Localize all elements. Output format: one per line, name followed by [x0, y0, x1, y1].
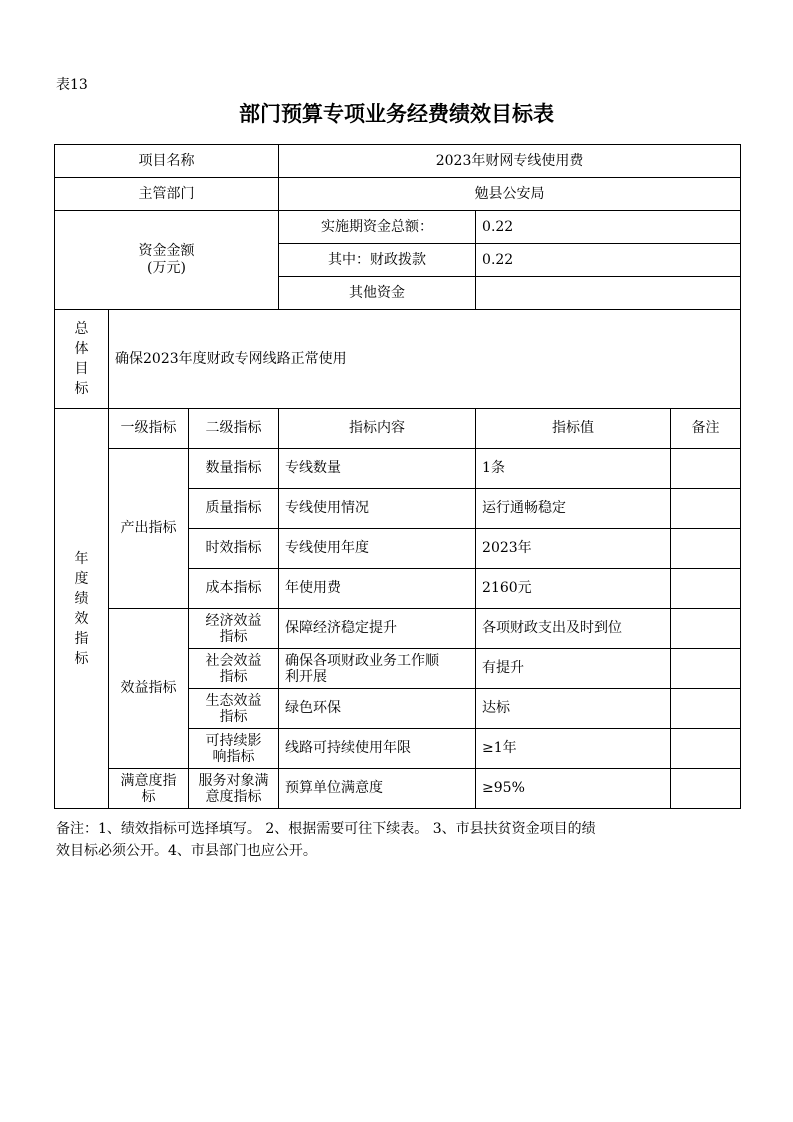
level2-cell: [189, 729, 279, 769]
value-cell: ≥95%: [476, 769, 671, 809]
benefit-indicator-label: 效益指标: [109, 609, 189, 769]
project-name-value: 2023年财网专线使用费: [279, 145, 741, 178]
header-level1: 一级指标: [109, 409, 189, 449]
note-cell: [671, 489, 741, 529]
funds-fiscal-label: 其中：财政拨款: [279, 244, 476, 277]
annual-indicator-label-char: 效: [74, 610, 89, 627]
content-line: 利开展: [285, 668, 328, 685]
annual-indicator-label-char: 指: [74, 630, 89, 647]
header-content: 指标内容: [279, 409, 476, 449]
value-cell: 运行通畅稳定: [476, 489, 671, 529]
level2-line: 指标: [219, 628, 248, 645]
funds-other-label: 其他资金: [279, 277, 476, 310]
overall-goal-label: [55, 310, 109, 409]
funds-label-line2: (万元): [147, 260, 186, 276]
content-cell: 保障经济稳定提升: [279, 609, 476, 649]
satisfaction-label-line: 满意度指: [120, 772, 177, 789]
level2-line: 社会效益: [205, 652, 262, 669]
funds-total-value: 0.22: [476, 211, 741, 244]
level2-line: 响指标: [212, 748, 255, 765]
level2-line: 生态效益: [205, 692, 262, 709]
footnote-line: 效目标必须公开。4、市县部门也应公开。: [56, 843, 317, 859]
footnote-line: 备注：1、绩效指标可选择填写。 2、根据需要可往下续表。 3、市县扶贫资金项目的绩: [56, 821, 596, 837]
value-cell: ≥1年: [476, 729, 671, 769]
note-cell: [671, 569, 741, 609]
department-row: [55, 178, 741, 211]
level2-cell: 成本指标: [189, 569, 279, 609]
level2-cell: [189, 649, 279, 689]
content-cell: 预算单位满意度: [279, 769, 476, 809]
value-cell: 2160元: [476, 569, 671, 609]
level2-cell: 数量指标: [189, 449, 279, 489]
value-cell: 各项财政支出及时到位: [476, 609, 671, 649]
level2-line: 指标: [219, 708, 248, 725]
value-cell: 达标: [476, 689, 671, 729]
note-cell: [671, 689, 741, 729]
header-note: 备注: [671, 409, 741, 449]
overall-goal-label-char: 总: [74, 321, 89, 337]
level2-line: 指标: [219, 668, 248, 685]
document-title: 部门预算专项业务经费绩效目标表: [239, 102, 554, 126]
note-cell: [671, 649, 741, 689]
satisfaction-label-line: 标: [141, 788, 156, 805]
header-value: 指标值: [476, 409, 671, 449]
level2-line: 服务对象满: [198, 772, 269, 789]
department-value: 勉县公安局: [279, 178, 741, 211]
content-cell: 绿色环保: [279, 689, 476, 729]
level2-cell: 质量指标: [189, 489, 279, 529]
level2-cell: [189, 689, 279, 729]
funds-total-label: 实施期资金总额：: [279, 211, 476, 244]
note-cell: [671, 449, 741, 489]
overall-goal-label-char: 体: [74, 341, 89, 357]
note-cell: [671, 729, 741, 769]
annual-indicator-label: [55, 409, 109, 809]
value-cell: 1条: [476, 449, 671, 489]
content-cell: 专线数量: [279, 449, 476, 489]
annual-indicator-label-char: 标: [74, 650, 89, 667]
value-cell: 2023年: [476, 529, 671, 569]
funds-label-line1: 资金金额: [138, 243, 195, 259]
content-cell: [279, 649, 476, 689]
indicator-header-row: [55, 409, 741, 449]
overall-goal-label-char: 标: [74, 381, 89, 397]
annual-indicator-label-char: 度: [74, 570, 89, 587]
note-cell: [671, 529, 741, 569]
content-cell: 年使用费: [279, 569, 476, 609]
funds-label: [55, 211, 279, 310]
level2-cell: [189, 769, 279, 809]
level2-cell: 时效指标: [189, 529, 279, 569]
overall-goal-label-char: 目: [74, 361, 89, 377]
level2-line: 可持续影: [205, 732, 262, 749]
table-row: [55, 769, 741, 809]
table-row: [55, 609, 741, 649]
content-cell: 线路可持续使用年限: [279, 729, 476, 769]
value-cell: 有提升: [476, 649, 671, 689]
footnote: [56, 818, 746, 862]
overall-goal-row: [55, 310, 741, 409]
project-name-label: 项目名称: [55, 145, 279, 178]
header-level2: 二级指标: [189, 409, 279, 449]
level2-line: 经济效益: [205, 612, 262, 629]
level2-line: 意度指标: [205, 788, 262, 805]
project-name-row: [55, 145, 741, 178]
overall-goal-text: 确保2023年度财政专网线路正常使用: [109, 310, 741, 409]
satisfaction-indicator-label: [109, 769, 189, 809]
level2-cell: [189, 609, 279, 649]
department-label: 主管部门: [55, 178, 279, 211]
content-cell: 专线使用情况: [279, 489, 476, 529]
content-cell: 专线使用年度: [279, 529, 476, 569]
funds-fiscal-value: 0.22: [476, 244, 741, 277]
performance-target-table: [54, 144, 741, 809]
table-row: [55, 449, 741, 489]
output-indicator-label: 产出指标: [109, 449, 189, 609]
annual-indicator-label-char: 年: [74, 550, 89, 567]
content-line: 确保各项财政业务工作顺: [285, 652, 440, 669]
note-cell: [671, 769, 741, 809]
annual-indicator-label-char: 绩: [74, 590, 89, 607]
note-cell: [671, 609, 741, 649]
table-number: 表13: [56, 77, 88, 93]
funds-other-value: [476, 277, 741, 310]
funds-total-row: [55, 211, 741, 244]
